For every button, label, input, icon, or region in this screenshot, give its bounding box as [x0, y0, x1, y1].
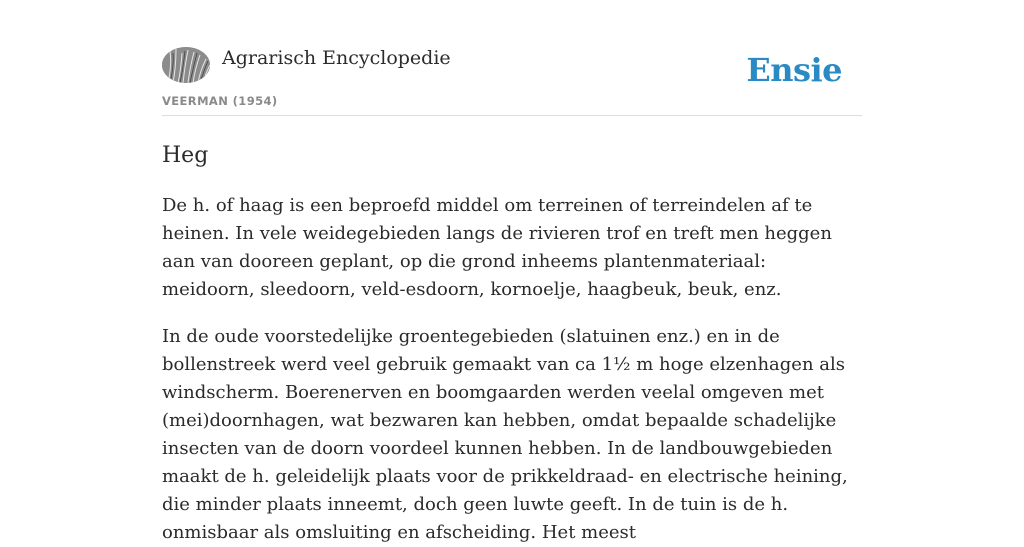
brand-logo[interactable]: Ensie	[746, 51, 842, 89]
article-paragraph-1: De h. of haag is een beproefd middel om terreinen of terreindelen af te heinen. In vele weidegebieden langs de rivieren trof en treft men heggen aan van dooreen geplant, op die grond inheems plantenmateriaal: meidoorn, sleedoorn, veld-esdoorn, kornoelje, haagbeuk, beuk, enz.	[162, 195, 832, 300]
article-paragraph-2: In de oude voorstedelijke groentegebieden (slatuinen enz.) en in de bollenstreek werd veel gebruik gemaakt van ca 1½ m hoge elzenhagen als windscherm. Boerenerven en boomgaarden werden veelal omgeven met (mei)doornhagen, wat bezwaren kan hebben, omdat bepaalde schadelijke insecten van de doorn voordeel kunnen hebben. In de landbouwgebieden maakt de h. geleidelijk plaats voor de prikkeldraad- en electrische heining, die minder plaats inneemt, doch geen luwte geeft. In de tuin is de h. onmisbaar als omsluiting en afscheiding. Het meest	[162, 326, 848, 543]
wheat-engraving-icon[interactable]	[162, 47, 210, 83]
publication-title[interactable]: Agrarisch Encyclopedie	[222, 47, 451, 69]
article-container	[162, 0, 862, 547]
author-year: VEERMAN (1954)	[162, 94, 278, 108]
page-title: Heg	[162, 143, 209, 168]
page-header	[162, 0, 862, 116]
